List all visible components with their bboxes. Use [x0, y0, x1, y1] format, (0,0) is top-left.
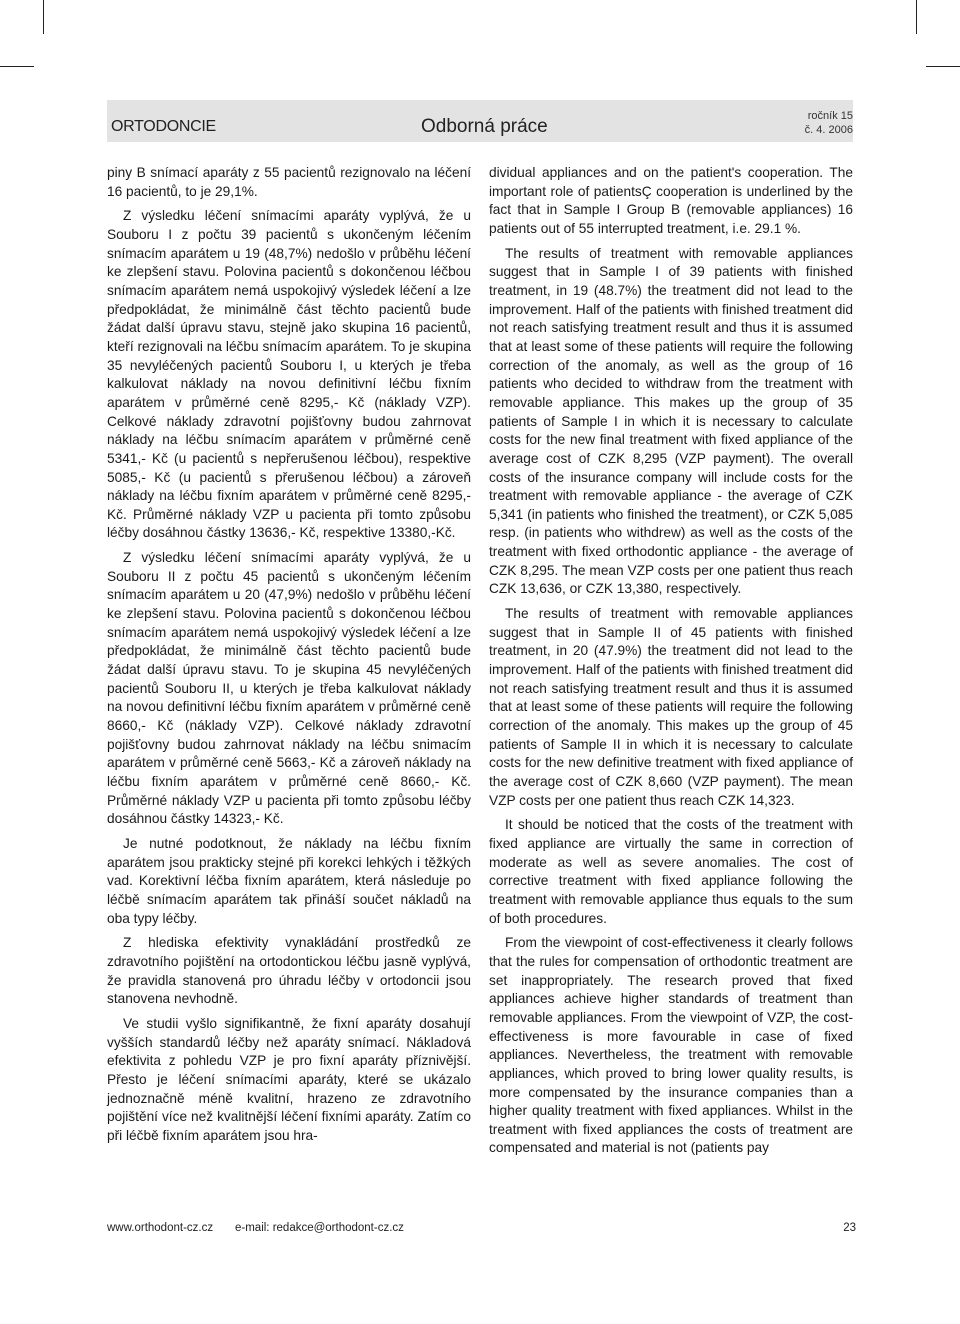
crop-mark-top-right-horizontal	[926, 66, 960, 67]
paragraph: piny B snímací aparáty z 55 pacientů rezignovalo na léčení 16 pacientů, to je 29,1%.	[107, 165, 471, 199]
paragraph: Z výsledku léčení snímacími aparáty vyplývá, že u Souboru I z počtu 39 pacientů s ukončeným léčením snímacím aparátem u 19 (48,7%) nedošlo v průběhu léčení ke zlepšení stavu. Polovina pacientů s dokončenou léčbou snímacím aparátem nemá uspokojivý výsledek léčení a lze předpokládat, že minimálně část těchto pacientů bude žádat další úpravu stavu, stejně jako skupina 16 pacientů, kteří rezignovali na léčbu snímacím aparátem. To je skupina 35 nevyléčených pacientů Souboru I, u kterých je třeba kalkulovat náklady na novou definitivní léčbu fixním aparátem v průměrné ceně 8295,- Kč (náklady VZP). Celkové náklady zdravotní pojišťovny budou zahrnovat náklady na léčbu snímacím aparátem v průměrné ceně 5341,- Kč (u pacientů s nepřerušenou léčbou), respektive 5085,- Kč (u pacientů s přerušenou léčbou) a zároveň náklady na léčbu fixním aparátem v průměrné ceně 8295,- Kč. Průměrné náklady VZP u pacienta při tomto způsobu léčby dosáhnou částky 13636,- Kč, respektive 13380,-Kč.	[107, 208, 471, 541]
paragraph: Je nutné podotknout, že náklady na léčbu fixním aparátem jsou prakticky stejné při korekci lehkých i těžkých vad. Korektivní léčba fixním aparátem, která následuje po léčbě snímacím aparátem tak přináší součet nákladů na oba typy léčby.	[107, 835, 471, 926]
paragraph: Z hlediska efektivity vynakládání prostředků ze zdravotního pojištění na ortodontickou léčbu jasně vyplývá, že pravidla stanovená pro úhradu léčby v ortodoncii jsou stanovena nevhodně.	[107, 935, 471, 1007]
article-type-label: Odborná práce	[421, 116, 548, 137]
volume-label: ročník 15	[807, 110, 853, 122]
paragraph: Z výsledku léčení snímacími aparáty vyplývá, že u Souboru II z počtu 45 pacientů s ukončeným léčením snímacím aparátem u 20 (47,9%) nedošlo v průběhu léčení ke zlepšení stavu. Polovina pacientů s dokončenou léčbou snímacím aparátem nemá uspokojivý výsledek léčení a lze předpokládat, že minimálně část těchto pacientů bude žádat další úpravu stavu. To je skupina 45 nevyléčených pacientů Souboru II, u kterých je třeba kalkulovat náklady na novou definitivní léčbu fixním aparátem v průměrné ceně 8660,- Kč (náklady VZP). Celkové náklady zdravotní pojišťovny budou zahrnovat náklady na léčbu snimacím aparátem v průměrné ceně 5663,- Kč a zároveň náklady na léčbu fixním aparátem v průměrné ceně 8660,- Kč. Průměrné náklady VZP u pacienta při tomto způsobu léčby dosáhnou částky 14323,- Kč.	[107, 550, 471, 827]
crop-mark-top-right-vertical	[916, 0, 917, 34]
crop-mark-top-left-vertical	[43, 0, 44, 34]
page-number: 23	[843, 1222, 856, 1234]
page-header	[0, 100, 960, 150]
english-text-column	[489, 164, 853, 1164]
paragraph: Ve studii vyšlo signifikantně, že fixní aparáty dosahují vyšších standardů léčby než aparáty snímací. Nákladová efektivita z pohledu VZP je pro fixní aparáty příznivější. Přesto je léčení snímacími aparáty, které se ukázalo jednoznačně méně kvalitní, hrazeno ze zdravotního pojištění více než kvalitnější léčení fixními aparáty. Zatím co při léčbě fixním aparátem jsou hra-	[107, 1015, 471, 1143]
issue-label: č. 4. 2006	[804, 124, 853, 136]
paragraph: It should be noticed that the costs of the treatment with fixed appliance are virtually the same in correction of moderate as well as severe anomalies. The cost of corrective treatment with fixed appliance following the treatment with removable appliance thus equals to the sum of both procedures.	[489, 817, 853, 926]
email-link[interactable]: e-mail: redakce@orthodont-cz.cz	[235, 1222, 404, 1234]
crop-mark-top-left-horizontal	[0, 66, 34, 67]
paragraph: dividual appliances and on the patient's cooperation. The important role of patientsÇ cooperation is underlined by the fact that in Sample I Group B (removable appliances) 16 patients out of 55 interrupted treatment, i.e. 29.1 %.	[489, 165, 853, 236]
paragraph: The results of treatment with removable appliances suggest that in Sample II of 45 patients with finished treatment, in 20 (47.9%) the treatment did not lead to the improvement. Half of the patients with finished treatment did not reach satisfying treatment result and thus it is assumed that at least some of these patients will require the following correction of the anomaly. This makes up the group of 45 patients of Sample II in which it is necessary to calculate costs for the new definitive treatment with fixed appliance of the average cost of CZK 8,660 (VZP payment). The mean VZP costs per one patient thus reach CZK 14,323.	[489, 606, 853, 808]
section-label: ORTODONCIE	[111, 118, 216, 135]
issue-info	[805, 109, 853, 137]
paragraph: The results of treatment with removable appliances suggest that in Sample I of 39 patients with finished treatment, in 19 (48.7%) the treatment did not lead to the improvement. Half of the patients with finished treatment did not reach satisfying treatment result and thus it is assumed that at least some of these patients will require the following correction of the anomaly, as well as the group of 16 patients who decided to withdraw from the treatment with removable appliance. This makes up the group of 35 patients of Sample I in which it is necessary to calculate costs for the new final treatment with fixed appliance of the average cost of CZK 8,295 (VZP payment). The overall costs of the insurance company will include costs for the treatment with removable appliance - the average of CZK 5,341 (in patients who finished the treatment), or CZK 5,085 resp. (in patients who withdrew) as well as the costs of the treatment with fixed orthodontic appliance - the average of CZK 8,295. The mean VZP costs per one patient thus reach CZK 13,636, or CZK 13,380, respectively.	[489, 245, 853, 597]
website-link[interactable]: www.orthodont-cz.cz	[107, 1222, 214, 1234]
paragraph: From the viewpoint of cost-effectiveness it clearly follows that the rules for compensation of orthodontic treatment are set inappropriately. The research proved that fixed appliances achieve higher standards of treatment than removable appliances. From the viewpoint of VZP, the cost-effectiveness is more favourable in case of fixed appliances. Nevertheless, the treatment with removable appliances, which proved to bring lower quality results, is more compensated by the insurance companies than a higher quality treatment with fixed appliances. Whilst in the treatment with fixed appliances the costs of treatment are compensated and material is not (patients pay	[489, 935, 853, 1156]
czech-text-column	[107, 164, 471, 1151]
